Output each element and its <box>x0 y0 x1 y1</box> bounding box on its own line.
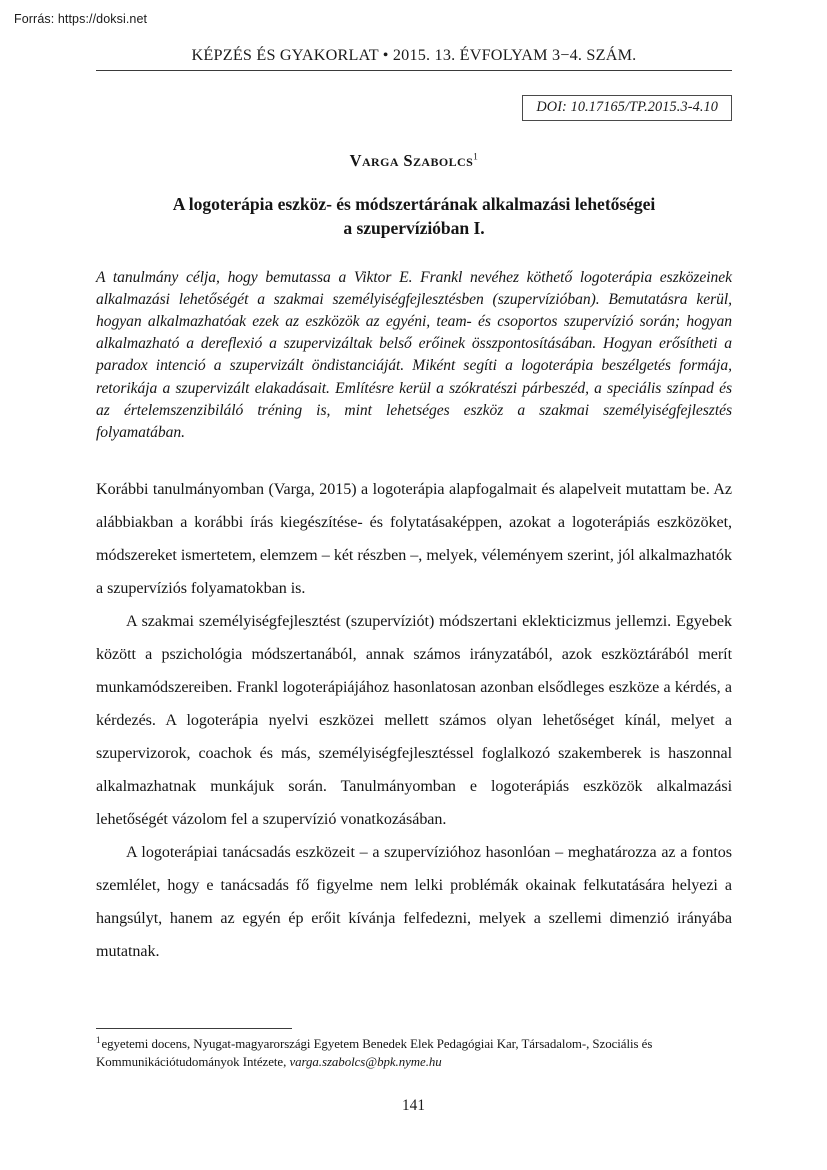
author-footnote-marker[interactable]: 1 <box>473 152 479 163</box>
source-watermark: Forrás: https://doksi.net <box>14 12 148 26</box>
page-title <box>96 193 732 241</box>
footnote-email[interactable]: varga.szabolcs@bpk.nyme.hu <box>289 1055 442 1070</box>
page-content <box>96 0 732 969</box>
doi-badge[interactable]: DOI: 10.17165/TP.2015.3-4.10 <box>522 95 732 121</box>
doi-row <box>96 95 732 121</box>
running-header: KÉPZÉS ÉS GYAKORLAT • 2015. 13. ÉVFOLYAM 3−4. SZÁM. <box>191 46 637 64</box>
author-name <box>96 151 732 171</box>
footnote <box>96 1035 732 1072</box>
footnote-marker: 1 <box>96 1034 101 1045</box>
footnote-divider <box>96 1028 292 1029</box>
body-text <box>96 474 732 969</box>
body-paragraph: Korábbi tanulmányomban (Varga, 2015) a logoterápia alapfogalmait és alapelveit mutattam be. Az alábbiakban a korábbi írás kiegészítése- és folytatásaképpen, azokat a logoterápiás eszközöket, módszereket ismertetem, elemzem – két részben –, melyek, véleményem szerint, jól alkalmazhatók a szupervíziós folyamatokban is. <box>96 480 732 597</box>
title-line-2: a szupervízióban I. <box>343 217 485 238</box>
page-number: 141 <box>402 1097 425 1114</box>
header-divider <box>96 70 732 71</box>
body-paragraph: A logoterápiai tanácsadás eszközeit – a szupervízióhoz hasonlóan – meghatározza az a fontos szemlélet, hogy e tanácsadás fő figyelme nem lelki problémák okainak felkutatására helyezi a hangsúlyt, hanem az egyén ép erőit kívánja felfedezni, melyek a szellemi dimenzió irányába mutatnak. <box>96 843 732 960</box>
title-line-1: A logoterápia eszköz- és módszertárának alkalmazási lehetőségei <box>172 194 656 214</box>
footnote-area <box>96 1028 732 1072</box>
footnote-text: egyetemi docens, Nyugat-magyarországi Egyetem Benedek Elek Pedagógiai Kar, Társadalom-, Szociális és Kommunikációtudományok Intézete, <box>96 1037 653 1070</box>
abstract: A tanulmány célja, hogy bemutassa a Viktor E. Frankl nevéhez köthető logoterápia eszközeinek alkalmazási lehetőségét a szakmai személyiségfejlesztésben (szupervízióban). Bemutatásra kerül, hogyan alkalmazhatóak ezek az eszközök az egyéni, team- és csoportos szupervízió során; hogyan alkalmazható a dereflexió a szupervizáltak belső erőinek összpontosításában. Hogyan erősítheti a paradox intenció a szupervizált öndistanciáját. Miként segíti a logoterápia beszélgetés formája, retorikája a szupervizált elakadásait. Említésre kerül a szókratészi párbeszéd, a speciális színpad és az értelemszenzibiláló tréning is, mint lehetséges eszköz a szakmai személyiségfejlesztés folyamatában. <box>96 268 732 441</box>
body-paragraph: A szakmai személyiségfejlesztést (szupervíziót) módszertani eklekticizmus jellemzi. Egyebek között a pszichológia módszertanából, annak számos irányzatából, azok eszköztárából merít munkamódszereiben. Frankl logoterápiájához hasonlatosan azonban elsődleges eszköze a kérdés, a kérdezés. A logoterápia nyelvi eszközei mellett számos olyan lehetőséget kínál, melyet a szupervizorok, coachok és más, személyiségfejlesztéssel foglalkozó szakemberek is haszonnal alkalmazhatnak munkájuk során. Tanulmányomban e logoterápiás eszközök alkalmazási lehetőségét vázolom fel a szupervízió vonatkozásában. <box>96 612 732 828</box>
author-name-text: Varga Szabolcs <box>349 151 474 170</box>
